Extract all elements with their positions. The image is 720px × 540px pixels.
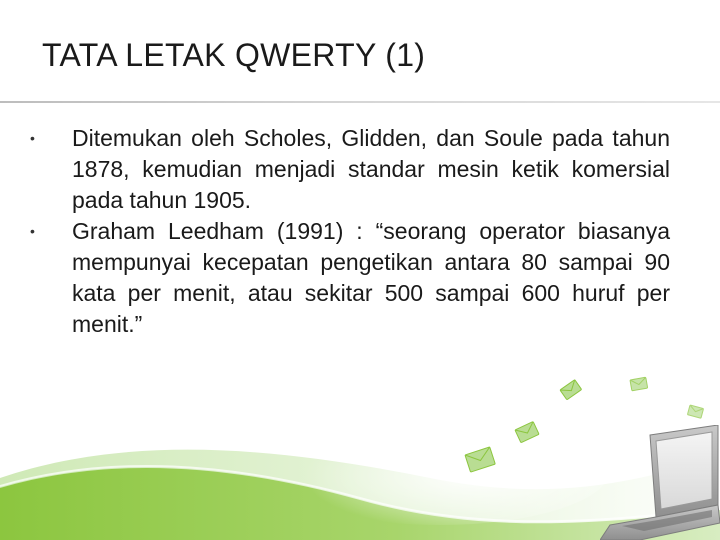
bullet-item-2: [30, 216, 670, 340]
slide-title: TATA LETAK QWERTY (1): [42, 37, 426, 73]
bullet-item-1: [30, 123, 670, 216]
title-divider: [0, 101, 720, 103]
bullet-marker: •: [30, 130, 35, 146]
laptop-icon: [600, 425, 720, 540]
bullet-marker: •: [30, 223, 35, 239]
bullet-text: Graham Leedham (1991) : “seorang operator biasanya mempunyai kecepatan pengetikan antara 80 sampai 90 kata per menit, atau sekitar 500 sampai 600 huruf per menit.”: [72, 218, 670, 337]
bullet-list: [30, 123, 670, 340]
bullet-text: Ditemukan oleh Scholes, Glidden, dan Soule pada tahun 1878, kemudian menjadi standar mesin ketik komersial pada tahun 1905.: [72, 125, 670, 213]
